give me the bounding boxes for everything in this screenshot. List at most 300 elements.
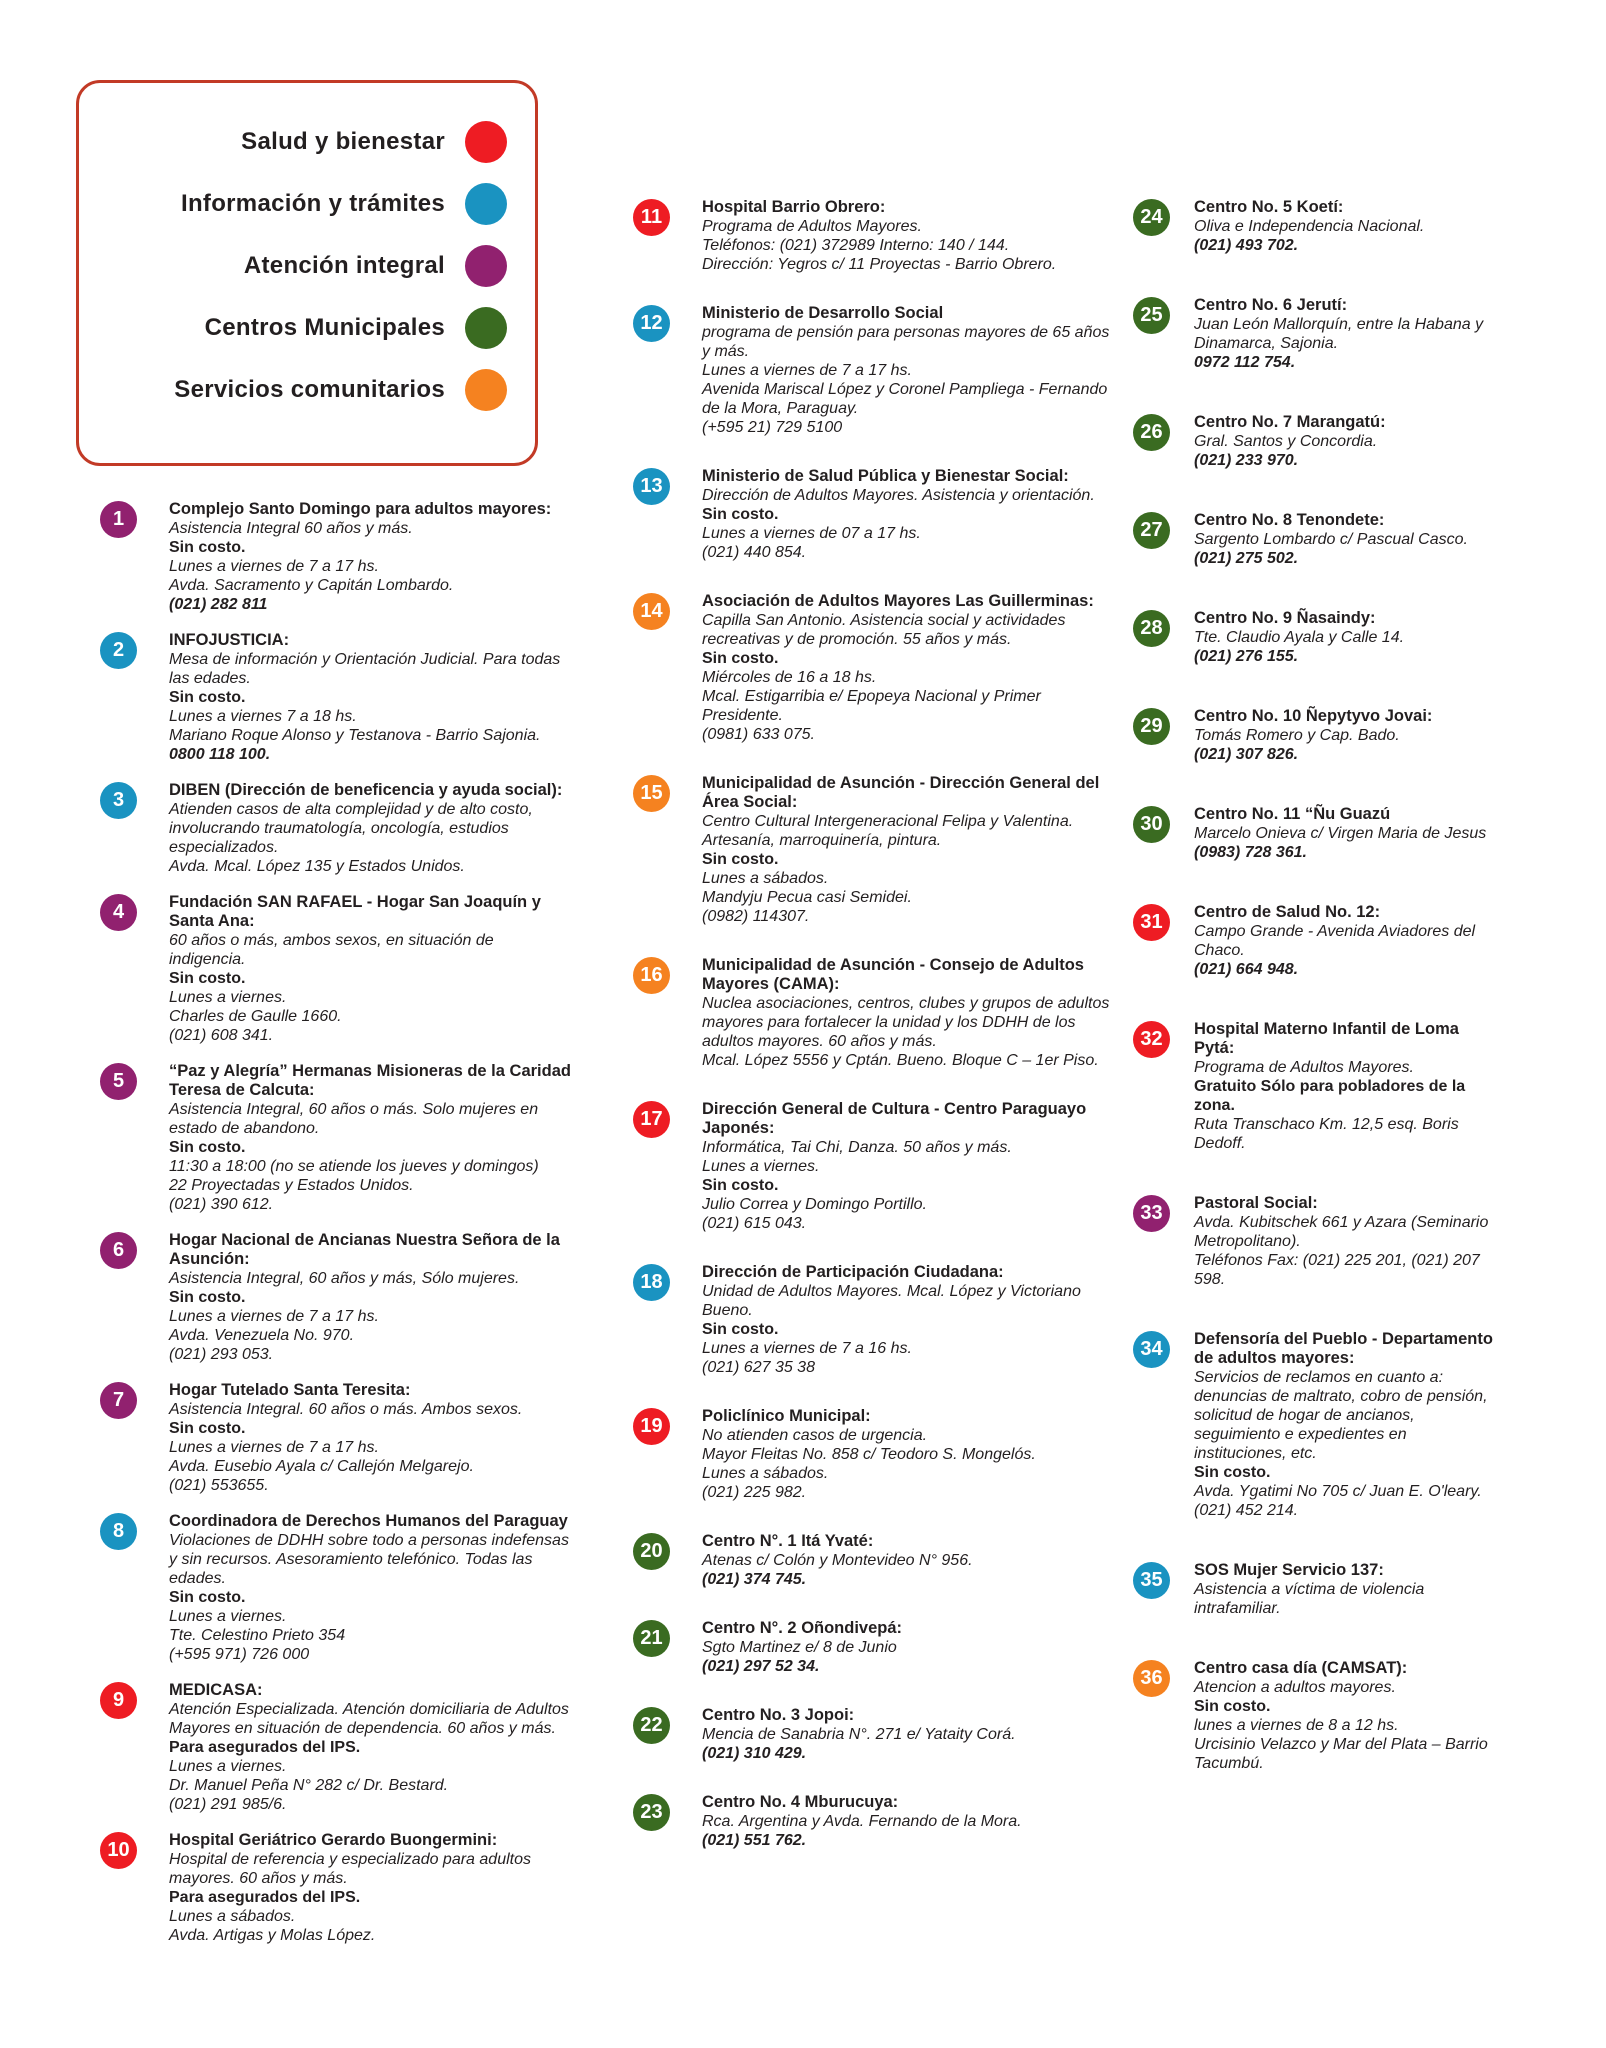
entry-line: Lunes a sábados. bbox=[702, 870, 829, 887]
entry-line: Juan León Mallorquín, entre la Habana y Dinamarca, Sajonia. bbox=[1194, 316, 1484, 352]
entry-text bbox=[169, 631, 572, 764]
entry-text bbox=[1194, 296, 1494, 372]
entry-number: 16 bbox=[640, 964, 663, 986]
entry-line: Sin costo. bbox=[1194, 1464, 1271, 1481]
entry-number-badge bbox=[100, 1063, 137, 1100]
entry-title: Centro No. 10 Ñepytyvo Jovai: bbox=[1194, 707, 1433, 725]
entry-line: Charles de Gaulle 1660. bbox=[169, 1008, 342, 1025]
entry-line: Campo Grande - Avenida Aviadores del Chaco. bbox=[1194, 923, 1476, 959]
entry-line: Asistencia Integral 60 años y más. bbox=[169, 520, 413, 537]
directory-entry bbox=[1133, 413, 1497, 470]
entry-line: (021) 310 429. bbox=[702, 1745, 807, 1762]
entry-number: 27 bbox=[1140, 519, 1163, 541]
entry-number: 30 bbox=[1140, 813, 1163, 835]
entry-number-badge bbox=[1133, 1660, 1170, 1697]
entry-number: 1 bbox=[112, 508, 125, 530]
entry-line: Sgto Martinez e/ 8 de Junio bbox=[702, 1639, 897, 1656]
entry-number: 4 bbox=[112, 901, 125, 923]
entry-number-badge bbox=[100, 782, 137, 819]
entry-line: Mesa de información y Orientación Judicial. Para todas las edades. bbox=[169, 651, 561, 687]
directory-entry bbox=[633, 304, 1115, 437]
directory-entry bbox=[633, 592, 1115, 744]
entry-line: Sin costo. bbox=[702, 1177, 779, 1194]
entry-number: 28 bbox=[1140, 617, 1163, 639]
entry-lines bbox=[702, 1138, 1115, 1233]
entry-line: 22 Proyectadas y Estados Unidos. bbox=[169, 1177, 414, 1194]
entry-line: (021) 291 985/6. bbox=[169, 1796, 287, 1813]
entry-title: Dirección de Participación Ciudadana: bbox=[702, 1263, 1004, 1281]
entry-number-badge bbox=[1133, 708, 1170, 745]
entry-lines bbox=[169, 800, 572, 876]
entry-line: Sin costo. bbox=[169, 1139, 246, 1156]
entry-line: Violaciones de DDHH sobre todo a personas indefensas y sin recursos. Asesoramiento telefónico. Todas las edades. bbox=[169, 1532, 569, 1587]
entry-line: Mcal. López 5556 y Cptán. Bueno. Bloque C – 1er Piso. bbox=[702, 1052, 1099, 1069]
entry-number-badge bbox=[100, 1832, 137, 1869]
entry-line: (021) 307 826. bbox=[1194, 746, 1299, 763]
entry-line: Asistencia Integral, 60 años o más. Solo mujeres en estado de abandono. bbox=[169, 1101, 539, 1137]
entry-title: Asociación de Adultos Mayores Las Guillerminas: bbox=[702, 592, 1094, 610]
entry-number: 36 bbox=[1140, 1667, 1163, 1689]
entry-line: Sin costo. bbox=[169, 539, 246, 556]
entry-number-badge bbox=[1133, 610, 1170, 647]
entry-line: Programa de Adultos Mayores. bbox=[702, 218, 922, 235]
entry-number: 17 bbox=[640, 1108, 663, 1130]
entry-number-badge bbox=[100, 1513, 137, 1550]
entry-title: Centro de Salud No. 12: bbox=[1194, 903, 1381, 921]
entry-line: (0982) 114307. bbox=[702, 908, 810, 925]
entry-text bbox=[169, 500, 551, 614]
directory-entry bbox=[1133, 1020, 1497, 1153]
entry-number-badge bbox=[633, 1794, 670, 1831]
entry-line: Sin costo. bbox=[702, 851, 779, 868]
entry-title: MEDICASA: bbox=[169, 1681, 263, 1699]
entry-lines bbox=[702, 323, 1115, 437]
legend bbox=[76, 80, 538, 466]
entry-lines bbox=[702, 1812, 1022, 1850]
legend-row bbox=[107, 369, 507, 411]
directory-entry bbox=[633, 467, 1115, 562]
entry-text bbox=[169, 1231, 572, 1364]
legend-label: Centros Municipales bbox=[204, 314, 445, 341]
entry-line: Artesanía, marroquinería, pintura. bbox=[702, 832, 942, 849]
entry-number: 2 bbox=[112, 639, 125, 661]
entry-title: Policlínico Municipal: bbox=[702, 1407, 871, 1425]
entry-title: Centro No. 7 Marangatú: bbox=[1194, 413, 1386, 431]
directory-entry bbox=[100, 500, 572, 614]
legend-label: Salud y bienestar bbox=[241, 128, 445, 155]
directory-entry bbox=[1133, 609, 1497, 666]
entry-lines bbox=[169, 650, 572, 764]
entry-title: Hospital Geriátrico Gerardo Buongermini: bbox=[169, 1831, 498, 1849]
directory-entry bbox=[100, 1681, 572, 1814]
entry-title: Complejo Santo Domingo para adultos mayores: bbox=[169, 500, 552, 518]
entry-number-badge bbox=[1133, 1195, 1170, 1232]
entry-line: (021) 452 214. bbox=[1194, 1502, 1299, 1519]
entry-line: Asistencia Integral. 60 años o más. Ambos sexos. bbox=[169, 1401, 523, 1418]
entry-line: (021) 627 35 38 bbox=[702, 1359, 815, 1376]
entry-line: Avda. Venezuela No. 970. bbox=[169, 1327, 355, 1344]
entry-line: 0972 112 754. bbox=[1194, 354, 1296, 371]
entry-line: (021) 275 502. bbox=[1194, 550, 1299, 567]
entry-line: Avenida Mariscal López y Coronel Pampliega - Fernando de la Mora, Paraguay. bbox=[702, 381, 1108, 417]
entry-line: Avda. Kubitschek 661 y Azara (Seminario Metropolitano). bbox=[1194, 1214, 1489, 1250]
entry-number: 33 bbox=[1140, 1202, 1163, 1224]
entry-number-badge bbox=[100, 1382, 137, 1419]
entry-line: programa de pensión para personas mayores de 65 años y más. bbox=[702, 324, 1110, 360]
entry-text bbox=[702, 1263, 1115, 1377]
directory-entry bbox=[100, 631, 572, 764]
entry-number: 20 bbox=[640, 1540, 663, 1562]
entry-line: Hospital de referencia y especializado para adultos mayores. 60 años y más. bbox=[169, 1851, 531, 1887]
entry-text bbox=[1194, 198, 1424, 255]
entry-lines bbox=[169, 931, 572, 1045]
category-dot-icon bbox=[465, 307, 507, 349]
entry-line: (021) 608 341. bbox=[169, 1027, 274, 1044]
entry-lines bbox=[169, 519, 551, 614]
directory-entry bbox=[1133, 1561, 1497, 1618]
column-3 bbox=[1133, 198, 1497, 1773]
entry-number: 18 bbox=[640, 1271, 663, 1293]
entry-line: Tte. Celestino Prieto 354 bbox=[169, 1627, 346, 1644]
entry-title: Municipalidad de Asunción - Consejo de Adultos Mayores (CAMA): bbox=[702, 956, 1084, 993]
entry-line: Lunes a viernes de 7 a 17 hs. bbox=[169, 1439, 379, 1456]
entry-line: lunes a viernes de 8 a 12 hs. bbox=[1194, 1717, 1399, 1734]
entry-line: (021) 297 52 34. bbox=[702, 1658, 820, 1675]
entry-lines bbox=[1194, 922, 1494, 979]
directory-entry bbox=[1133, 198, 1497, 255]
entry-title: Ministerio de Salud Pública y Bienestar Social: bbox=[702, 467, 1069, 485]
entry-line: Sin costo. bbox=[1194, 1698, 1271, 1715]
entry-line: Lunes a viernes. bbox=[702, 1158, 820, 1175]
entry-line: Sin costo. bbox=[702, 1321, 779, 1338]
entry-title: Municipalidad de Asunción - Dirección General del Área Social: bbox=[702, 774, 1100, 811]
entry-text bbox=[169, 1681, 572, 1814]
entry-line: (0981) 633 075. bbox=[702, 726, 815, 743]
entry-line: (021) 664 948. bbox=[1194, 961, 1299, 978]
entry-line: Gral. Santos y Concordia. bbox=[1194, 433, 1378, 450]
entry-title: DIBEN (Dirección de beneficencia y ayuda social): bbox=[169, 781, 563, 799]
entry-title: Dirección General de Cultura - Centro Paraguayo Japonés: bbox=[702, 1100, 1087, 1137]
entry-number: 7 bbox=[112, 1389, 125, 1411]
entry-title: Centro No. 9 Ñasaindy: bbox=[1194, 609, 1376, 627]
entry-line: Mandyju Pecua casi Semidei. bbox=[702, 889, 912, 906]
category-dot-icon bbox=[465, 183, 507, 225]
legend-row bbox=[107, 307, 507, 349]
entry-line: Dirección de Adultos Mayores. Asistencia y orientación. bbox=[702, 487, 1095, 504]
entry-lines bbox=[702, 994, 1115, 1070]
entry-line: (021) 551 762. bbox=[702, 1832, 807, 1849]
entry-title: Centro No. 5 Koetí: bbox=[1194, 198, 1344, 216]
legend-label: Información y trámites bbox=[180, 190, 445, 217]
entry-number: 32 bbox=[1140, 1028, 1163, 1050]
entry-line: Avda. Mcal. López 135 y Estados Unidos. bbox=[169, 858, 465, 875]
entry-title: Hogar Nacional de Ancianas Nuestra Señora de la Asunción: bbox=[169, 1231, 560, 1268]
entry-title: Centro No. 11 “Ñu Guazú bbox=[1194, 805, 1391, 823]
entry-line: Nuclea asociaciones, centros, clubes y grupos de adultos mayores para fortalecer la unidad y los DDHH de los adultos mayores. 60 años y más. bbox=[702, 995, 1110, 1050]
entry-line: (021) 493 702. bbox=[1194, 237, 1299, 254]
entry-lines bbox=[1194, 432, 1386, 470]
entry-number-badge bbox=[100, 1232, 137, 1269]
entry-text bbox=[1194, 1330, 1494, 1520]
entry-number-badge bbox=[1133, 1331, 1170, 1368]
entry-line: Lunes a sábados. bbox=[702, 1465, 829, 1482]
entry-line: Informática, Tai Chi, Danza. 50 años y más. bbox=[702, 1139, 1012, 1156]
legend-row bbox=[107, 245, 507, 287]
entry-line: 11:30 a 18:00 (no se atiende los jueves y domingos) bbox=[169, 1158, 539, 1175]
entry-lines bbox=[1194, 1368, 1494, 1520]
entry-number-badge bbox=[633, 1101, 670, 1138]
entry-text bbox=[169, 1512, 572, 1664]
entry-number-badge bbox=[1133, 199, 1170, 236]
entry-line: (021) 615 043. bbox=[702, 1215, 807, 1232]
entry-text bbox=[702, 304, 1115, 437]
entry-line: Capilla San Antonio. Asistencia social y actividades recreativas y de promoción. 55 años y más. bbox=[702, 612, 1066, 648]
directory-entry bbox=[633, 1407, 1115, 1502]
entry-line: Oliva e Independencia Nacional. bbox=[1194, 218, 1425, 235]
directory-entry bbox=[1133, 1194, 1497, 1289]
entry-number-badge bbox=[633, 957, 670, 994]
entry-number: 26 bbox=[1140, 421, 1163, 443]
entry-text bbox=[702, 1100, 1115, 1233]
category-dot-icon bbox=[465, 121, 507, 163]
entry-number-badge bbox=[100, 501, 137, 538]
entry-lines bbox=[169, 1100, 572, 1214]
entry-line: 0800 118 100. bbox=[169, 746, 271, 763]
entry-text bbox=[169, 893, 572, 1045]
entry-number: 9 bbox=[112, 1689, 125, 1711]
entry-line: Avda. Sacramento y Capitán Lombardo. bbox=[169, 577, 454, 594]
directory-entry bbox=[633, 1619, 1115, 1676]
entry-line: (021) 276 155. bbox=[1194, 648, 1299, 665]
entry-lines bbox=[1194, 628, 1404, 666]
entry-text bbox=[169, 1381, 522, 1495]
entry-line: (021) 293 053. bbox=[169, 1346, 274, 1363]
entry-lines bbox=[1194, 530, 1468, 568]
entry-number: 12 bbox=[640, 312, 663, 334]
entry-lines bbox=[702, 1638, 902, 1676]
entry-text bbox=[169, 1831, 572, 1945]
entry-lines bbox=[702, 1551, 973, 1589]
legend-row bbox=[107, 183, 507, 225]
entry-line: Asistencia a víctima de violencia intrafamiliar. bbox=[1194, 1581, 1425, 1617]
entry-line: (021) 233 970. bbox=[1194, 452, 1299, 469]
entry-lines bbox=[169, 1269, 572, 1364]
directory-entry bbox=[633, 1793, 1115, 1850]
entry-number: 5 bbox=[112, 1070, 125, 1092]
entry-line: Sin costo. bbox=[169, 1589, 246, 1606]
entry-text bbox=[169, 1062, 572, 1214]
entry-line: Para asegurados del IPS. bbox=[169, 1889, 361, 1906]
directory-entry bbox=[1133, 511, 1497, 568]
entry-number: 21 bbox=[640, 1627, 663, 1649]
entry-line: No atienden casos de urgencia. bbox=[702, 1427, 928, 1444]
entry-line: Sin costo. bbox=[702, 650, 779, 667]
entry-title: Centro N°. 1 Itá Yvaté: bbox=[702, 1532, 874, 1550]
directory-entry bbox=[100, 1062, 572, 1214]
entry-lines bbox=[702, 1725, 1016, 1763]
entry-title: Centro N°. 2 Oñondivepá: bbox=[702, 1619, 903, 1637]
entry-number: 3 bbox=[112, 789, 125, 811]
entry-number-badge bbox=[633, 468, 670, 505]
directory-entry bbox=[100, 893, 572, 1045]
directory-entry bbox=[633, 1100, 1115, 1233]
entry-number: 14 bbox=[640, 600, 663, 622]
entry-text bbox=[169, 781, 572, 876]
directory-entry bbox=[100, 1512, 572, 1664]
entry-line: Tte. Claudio Ayala y Calle 14. bbox=[1194, 629, 1405, 646]
entry-text bbox=[1194, 609, 1404, 666]
entry-line: Mariano Roque Alonso y Testanova - Barrio Sajonia. bbox=[169, 727, 541, 744]
entry-line: Mencia de Sanabria N°. 271 e/ Yataity Corá. bbox=[702, 1726, 1016, 1743]
entry-line: Dr. Manuel Peña N° 282 c/ Dr. Bestard. bbox=[169, 1777, 449, 1794]
entry-title: Coordinadora de Derechos Humanos del Paraguay bbox=[169, 1512, 568, 1530]
column-2 bbox=[633, 198, 1115, 1850]
entry-text bbox=[702, 1706, 1016, 1763]
entry-number-badge bbox=[633, 305, 670, 342]
entry-number: 6 bbox=[112, 1239, 125, 1261]
entry-number: 11 bbox=[640, 206, 663, 228]
entry-line: Sin costo. bbox=[169, 689, 246, 706]
entry-line: Lunes a sábados. bbox=[169, 1908, 296, 1925]
entry-lines bbox=[169, 1850, 572, 1945]
entry-number-badge bbox=[633, 1533, 670, 1570]
entry-line: Lunes a viernes. bbox=[169, 1608, 287, 1625]
entry-text bbox=[702, 1532, 973, 1589]
entry-line: Servicios de reclamos en cuanto a: denuncias de maltrato, cobro de pensión, solicitud de hogar de ancianos, seguimiento e expedientes en instituciones, etc. bbox=[1194, 1369, 1488, 1462]
entry-number-badge bbox=[100, 632, 137, 669]
entry-line: Atencion a adultos mayores. bbox=[1194, 1679, 1396, 1696]
entry-number-badge bbox=[1133, 1562, 1170, 1599]
entry-number-badge bbox=[1133, 414, 1170, 451]
entry-lines bbox=[169, 1531, 572, 1664]
directory-entry bbox=[633, 956, 1115, 1070]
entry-line: (+595 971) 726 000 bbox=[169, 1646, 310, 1663]
entry-line: (021) 225 982. bbox=[702, 1484, 807, 1501]
directory-entry bbox=[100, 1381, 572, 1495]
entry-text bbox=[1194, 805, 1486, 862]
entry-title: INFOJUSTICIA: bbox=[169, 631, 290, 649]
entry-line: Lunes a viernes. bbox=[169, 1758, 287, 1775]
entry-line: Atenas c/ Colón y Montevideo N° 956. bbox=[702, 1552, 973, 1569]
entry-number-badge bbox=[633, 1408, 670, 1445]
entry-line: Lunes a viernes 7 a 18 hs. bbox=[169, 708, 357, 725]
entry-line: Avda. Eusebio Ayala c/ Callejón Melgarejo. bbox=[169, 1458, 474, 1475]
entry-line: Sin costo. bbox=[702, 506, 779, 523]
entry-title: Centro No. 6 Jerutí: bbox=[1194, 296, 1348, 314]
entry-title: Pastoral Social: bbox=[1194, 1194, 1318, 1212]
directory-entry bbox=[1133, 805, 1497, 862]
directory-entry bbox=[633, 1532, 1115, 1589]
directory-entry bbox=[1133, 903, 1497, 979]
entry-number: 24 bbox=[1140, 206, 1163, 228]
directory-entry bbox=[100, 781, 572, 876]
entry-line: Sin costo. bbox=[169, 1289, 246, 1306]
entry-title: Ministerio de Desarrollo Social bbox=[702, 304, 944, 322]
entry-lines bbox=[1194, 726, 1432, 764]
entry-line: (021) 390 612. bbox=[169, 1196, 274, 1213]
entry-text bbox=[1194, 903, 1494, 979]
entry-line: Atienden casos de alta complejidad y de alto costo, involucrando traumatología, oncología, estudios especializados. bbox=[169, 801, 533, 856]
entry-line: Tomás Romero y Cap. Bado. bbox=[1194, 727, 1400, 744]
category-dot-icon bbox=[465, 369, 507, 411]
entry-number-badge bbox=[100, 1682, 137, 1719]
entry-number: 29 bbox=[1140, 715, 1163, 737]
entry-number: 19 bbox=[640, 1415, 663, 1437]
entry-number: 34 bbox=[1140, 1338, 1163, 1360]
entry-number: 35 bbox=[1140, 1569, 1163, 1591]
entry-line: Sargento Lombardo c/ Pascual Casco. bbox=[1194, 531, 1468, 548]
entry-text bbox=[702, 198, 1056, 274]
entry-lines bbox=[702, 486, 1095, 562]
entry-text bbox=[1194, 707, 1432, 764]
entry-line: Marcelo Onieva c/ Virgen Maria de Jesus bbox=[1194, 825, 1487, 842]
entry-number-badge bbox=[1133, 904, 1170, 941]
entry-lines bbox=[702, 812, 1115, 926]
entry-title: Centro No. 8 Tenondete: bbox=[1194, 511, 1385, 529]
entry-line: Lunes a viernes de 7 a 16 hs. bbox=[702, 1340, 912, 1357]
entry-text bbox=[702, 592, 1115, 744]
entry-title: SOS Mujer Servicio 137: bbox=[1194, 1561, 1384, 1579]
entry-line: Programa de Adultos Mayores. bbox=[1194, 1059, 1414, 1076]
entry-line: Sin costo. bbox=[169, 1420, 246, 1437]
entry-text bbox=[702, 1793, 1022, 1850]
entry-number: 15 bbox=[640, 782, 663, 804]
directory-entry bbox=[633, 1706, 1115, 1763]
entry-line: Mcal. Estigarribia e/ Epopeya Nacional y Primer Presidente. bbox=[702, 688, 1041, 724]
entry-lines bbox=[169, 1400, 522, 1495]
entry-title: Hogar Tutelado Santa Teresita: bbox=[169, 1381, 411, 1399]
directory-entry bbox=[1133, 1330, 1497, 1520]
entry-number: 10 bbox=[107, 1839, 130, 1861]
entry-title: Centro No. 3 Jopoi: bbox=[702, 1706, 855, 1724]
entry-title: Hospital Barrio Obrero: bbox=[702, 198, 886, 216]
entry-number-badge bbox=[633, 775, 670, 812]
entry-line: Lunes a viernes. bbox=[169, 989, 287, 1006]
entry-line: Lunes a viernes de 7 a 17 hs. bbox=[169, 558, 379, 575]
entry-line: Asistencia Integral, 60 años y más, Sólo mujeres. bbox=[169, 1270, 520, 1287]
directory-entry bbox=[100, 1231, 572, 1364]
directory-entry bbox=[100, 1831, 572, 1945]
entry-number: 22 bbox=[640, 1714, 663, 1736]
entry-lines bbox=[1194, 1678, 1494, 1773]
entry-line: Centro Cultural Intergeneracional Felipa y Valentina. bbox=[702, 813, 1074, 830]
entry-text bbox=[702, 774, 1115, 926]
entry-line: Atención Especializada. Atención domiciliaria de Adultos Mayores en situación de dependencia. 60 años y más. bbox=[169, 1701, 569, 1737]
directory-entry bbox=[633, 1263, 1115, 1377]
directory-entry bbox=[1133, 707, 1497, 764]
directory-entry bbox=[1133, 1659, 1497, 1773]
entry-number-badge bbox=[1133, 806, 1170, 843]
entry-line: Dirección: Yegros c/ 11 Proyectas - Barrio Obrero. bbox=[702, 256, 1057, 273]
entry-number-badge bbox=[100, 894, 137, 931]
entry-text bbox=[702, 1619, 902, 1676]
column-1 bbox=[100, 500, 572, 1945]
entry-line: (0983) 728 361. bbox=[1194, 844, 1307, 861]
entry-number-badge bbox=[633, 199, 670, 236]
directory-entry bbox=[633, 774, 1115, 926]
entry-lines bbox=[1194, 1058, 1494, 1153]
directory-entry bbox=[633, 198, 1115, 274]
entry-line: Ruta Transchaco Km. 12,5 esq. Boris Dedoff. bbox=[1194, 1116, 1459, 1152]
entry-text bbox=[1194, 1020, 1494, 1153]
entry-number-badge bbox=[633, 1707, 670, 1744]
entry-number-badge bbox=[633, 1264, 670, 1301]
entry-line: Teléfonos Fax: (021) 225 201, (021) 207 598. bbox=[1194, 1252, 1480, 1288]
legend-label: Atención integral bbox=[243, 252, 445, 279]
entry-line: Miércoles de 16 a 18 hs. bbox=[702, 669, 877, 686]
entry-line: (021) 374 745. bbox=[702, 1571, 807, 1588]
entry-title: Defensoría del Pueblo - Departamento de adultos mayores: bbox=[1194, 1330, 1493, 1367]
